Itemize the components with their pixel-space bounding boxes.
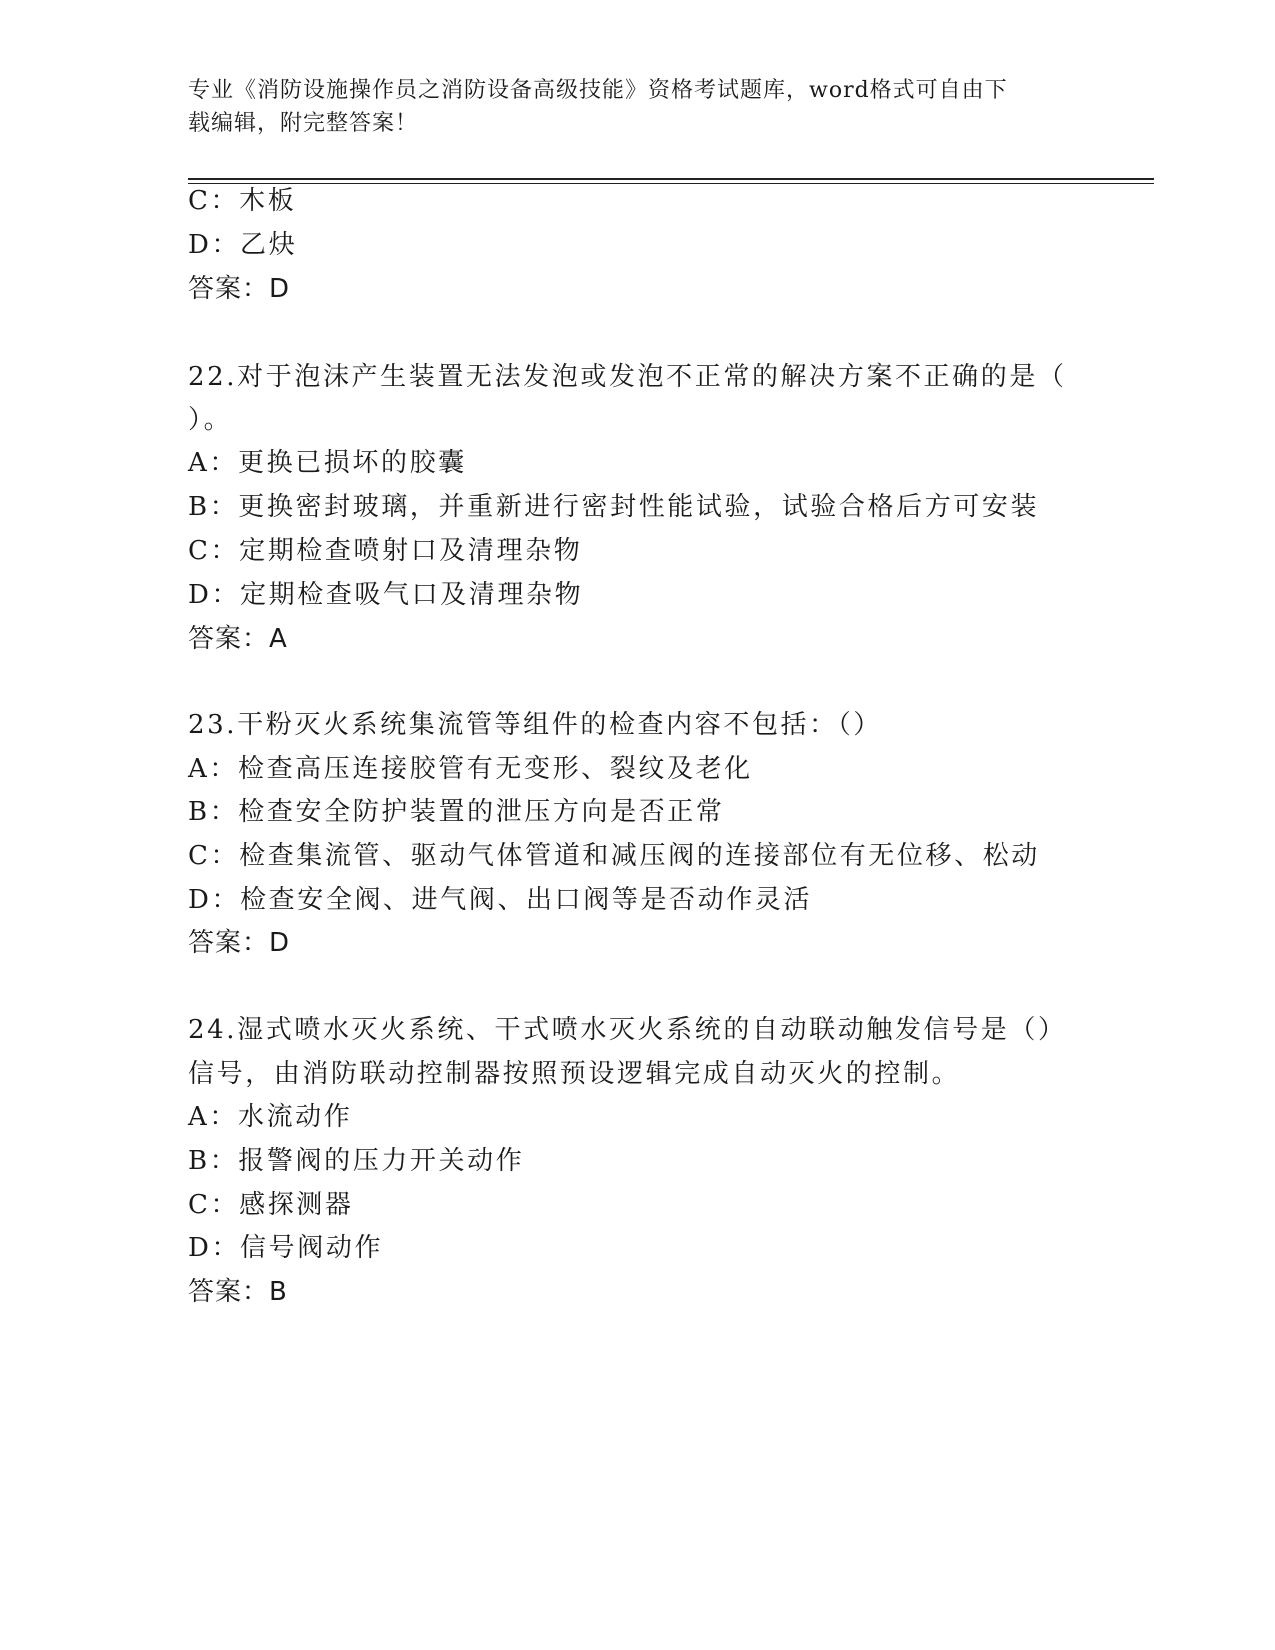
document-header [188,74,1068,140]
q23-option-b: B：检查安全防护装置的泄压方向是否正常 [188,797,725,827]
q22-stem-line-1: 22.对于泡沫产生装置无法发泡或发泡不正常的解决方案不正确的是（ [188,362,1067,392]
header-divider-thin [188,183,1154,184]
header-line-2: 载编辑，附完整答案！ [188,111,419,136]
q24-stem-line-1: 24.湿式喷水灭火系统、干式喷水灭火系统的自动联动触发信号是（） [188,1015,1067,1045]
prev-answer: 答案：D [188,274,291,304]
q24-option-a: A：水流动作 [188,1102,353,1132]
q23-option-c: C：检查集流管、驱动气体管道和减压阀的连接部位有无位移、松动 [188,841,1040,871]
q24-stem-line-2: 信号，由消防联动控制器按照预设逻辑完成自动灭火的控制。 [188,1059,961,1089]
q23-stem-line-1: 23.干粉灭火系统集流管等组件的检查内容不包括：（） [188,710,882,740]
q23-option-d: D：检查安全阀、进气阀、出口阀等是否动作灵活 [188,885,813,915]
q22-answer: 答案：A [188,624,288,654]
q24-option-d: D：信号阀动作 [188,1233,384,1263]
q23-answer: 答案：D [188,928,291,958]
q24-option-c: C：感探测器 [188,1190,354,1220]
header-line-1: 专业《消防设施操作员之消防设备高级技能》资格考试题库，word格式可自由下 [188,78,1008,103]
q22-option-a: A：更换已损坏的胶囊 [188,448,467,478]
q23-option-a: A：检查高压连接胶管有无变形、裂纹及老化 [188,754,753,784]
q22-stem-line-2: ）。 [188,405,233,435]
header-divider-thick [188,178,1154,180]
q22-option-d: D：定期检查吸气口及清理杂物 [188,580,584,610]
q22-option-c: C：定期检查喷射口及清理杂物 [188,536,583,566]
q24-answer: 答案：B [188,1277,288,1307]
q24-option-b: B：报警阀的压力开关动作 [188,1146,525,1176]
q22-option-b: B：更换密封玻璃，并重新进行密封性能试验，试验合格后方可安装 [188,492,1040,522]
prev-option-c: C：木板 [188,186,297,216]
prev-option-d: D：乙炔 [188,230,298,260]
